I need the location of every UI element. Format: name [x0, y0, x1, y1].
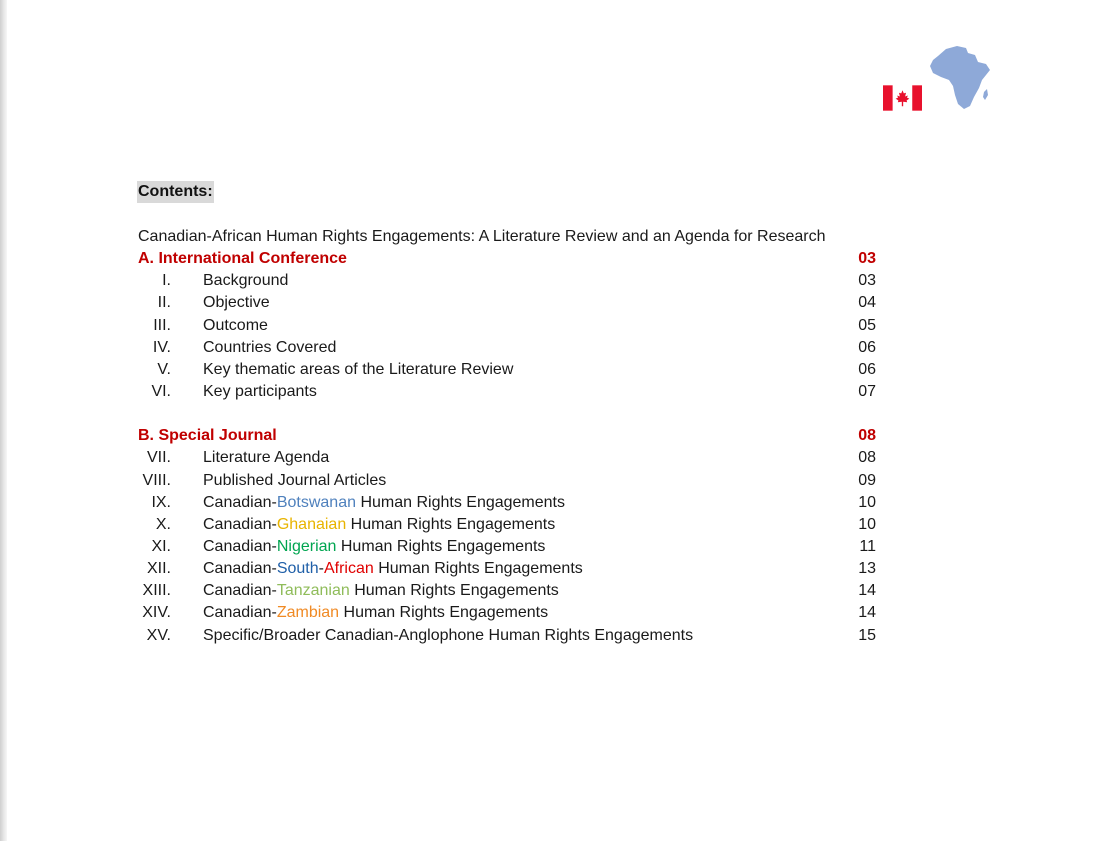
toc-entry [0, 381, 880, 403]
africa-map-icon [924, 42, 996, 114]
entry-page-number: 10 [858, 516, 876, 533]
entry-number: VII. [146, 449, 171, 466]
entry-page-number: 06 [858, 361, 876, 378]
entry-suffix: Human Rights Engagements [356, 494, 565, 511]
section-a-heading [138, 249, 876, 269]
entry-suffix: Human Rights Engagements [339, 604, 549, 621]
entry-title [203, 514, 555, 536]
entry-title: Outcome [203, 317, 268, 334]
section-page-number: 03 [858, 250, 876, 267]
country-south: South [276, 560, 319, 577]
toc-entry [0, 602, 880, 624]
entry-page-number: 14 [858, 604, 876, 621]
toc-entry [0, 625, 880, 647]
section-label: A. International Conference [138, 250, 347, 267]
toc-entry [0, 337, 880, 359]
entry-number: VI. [151, 383, 171, 400]
entry-number: XIII. [142, 582, 171, 599]
entry-prefix: Canadian- [203, 494, 277, 511]
entry-page-number: 03 [858, 272, 876, 289]
entry-page-number: 05 [858, 317, 876, 334]
entry-prefix: Canadian- [203, 604, 277, 621]
entry-suffix: Human Rights Engagements [336, 538, 546, 555]
entry-page-number: 14 [858, 582, 876, 599]
entry-number: I. [162, 272, 171, 289]
country-botswanan: Botswanan [276, 494, 356, 511]
entry-page-number: 04 [858, 294, 876, 311]
entry-page-number: 08 [858, 449, 876, 466]
toc-entry [0, 447, 880, 469]
country-nigerian: Nigerian [276, 538, 337, 555]
entry-title [203, 536, 545, 558]
entry-number: XII. [146, 560, 171, 577]
entry-title [203, 558, 583, 580]
entry-title: Countries Covered [203, 339, 337, 356]
entry-number: X. [155, 516, 171, 533]
entry-number: XI. [151, 538, 171, 555]
entry-prefix: Canadian- [203, 538, 277, 555]
contents-heading: Contents: [137, 181, 214, 203]
toc-entry [0, 514, 880, 536]
entry-page-number: 11 [859, 538, 876, 555]
entry-title: Key thematic areas of the Literature Review [203, 361, 514, 378]
entry-number: VIII. [142, 472, 171, 489]
entry-page-number: 13 [858, 560, 876, 577]
canada-flag-icon [883, 85, 922, 111]
entry-title: Objective [203, 294, 270, 311]
toc-entry [0, 492, 880, 514]
country-separator: - [318, 560, 324, 577]
toc-entry [0, 270, 880, 292]
toc-entry [0, 292, 880, 314]
entry-suffix: Human Rights Engagements [349, 582, 559, 599]
country-zambian: Zambian [276, 604, 340, 621]
section-label: B. Special Journal [138, 427, 277, 444]
entry-title: Published Journal Articles [203, 472, 387, 489]
entry-page-number: 15 [858, 627, 876, 644]
entry-number: XIV. [142, 604, 171, 621]
entry-title [203, 492, 565, 514]
entry-number: IX. [151, 494, 171, 511]
entry-suffix: Human Rights Engagements [373, 560, 583, 577]
page-edge-shadow [0, 0, 7, 841]
section-page-number: 08 [858, 427, 876, 444]
section-b-heading [138, 426, 876, 446]
country-ghanaian: Ghanaian [276, 516, 347, 533]
country-african: African [323, 560, 374, 577]
entry-prefix: Canadian- [203, 516, 277, 533]
entry-title: Literature Agenda [203, 449, 330, 466]
entry-title: Background [203, 272, 289, 289]
entry-title [203, 602, 548, 624]
entry-number: XV. [146, 627, 171, 644]
entry-page-number: 10 [858, 494, 876, 511]
entry-page-number: 06 [858, 339, 876, 356]
entry-page-number: 07 [858, 383, 876, 400]
entry-number: V. [157, 361, 171, 378]
entry-title [203, 580, 559, 602]
country-tanzanian: Tanzanian [276, 582, 350, 599]
toc-entry [0, 359, 880, 381]
entry-suffix: Human Rights Engagements [346, 516, 556, 533]
entry-page-number: 09 [858, 472, 876, 489]
toc-entry [0, 580, 880, 602]
entry-prefix: Canadian- [203, 560, 277, 577]
entry-title: Key participants [203, 383, 317, 400]
document-title: Canadian-African Human Rights Engagements: A Literature Review and an Agenda for Research [138, 228, 826, 245]
entry-prefix: Canadian- [203, 582, 277, 599]
canada-africa-logo [880, 42, 995, 114]
entry-number: III. [153, 317, 171, 334]
toc-entry [0, 470, 880, 492]
toc-entry [0, 315, 880, 337]
entry-number: II. [157, 294, 171, 311]
entry-title: Specific/Broader Canadian-Anglophone Human Rights Engagements [203, 627, 694, 644]
entry-number: IV. [152, 339, 171, 356]
toc-entry [0, 536, 880, 558]
toc-entry [0, 558, 880, 580]
